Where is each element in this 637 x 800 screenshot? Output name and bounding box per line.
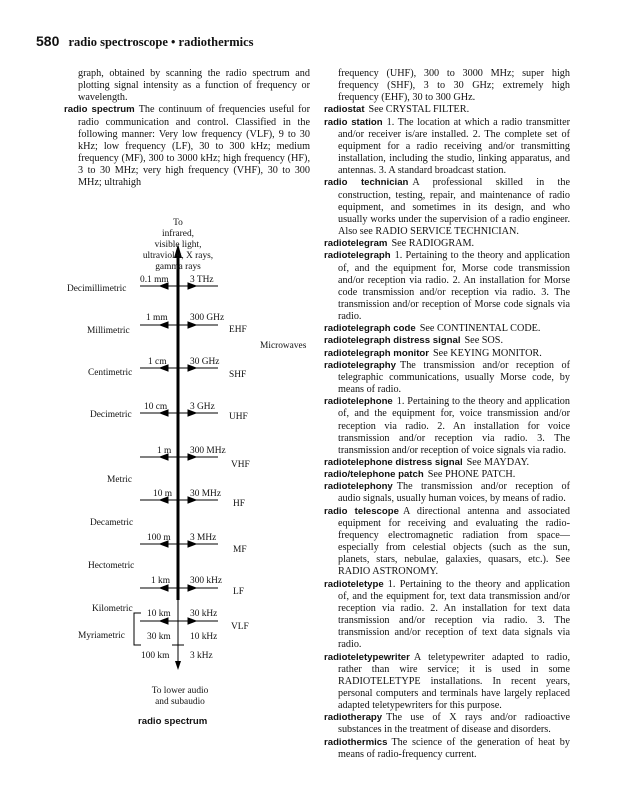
entry-list — [324, 104, 570, 760]
frequency-tick: 3 GHz — [190, 402, 215, 412]
frequency-tick: 30 kHz — [190, 609, 218, 619]
dictionary-entry — [324, 469, 570, 481]
diagram-top-label: To infrared, visible light, ultraviolet, X rays, gamma rays — [142, 218, 214, 272]
continuation-text: frequency (UHF), 300 to 3000 MHz; super high frequency (SHF), 3 to 30 GHz; extremely high frequency (EHF), 30 to 300 GHz. — [338, 68, 570, 104]
wave-band-label: Decimillimetric — [67, 284, 127, 294]
entry-term: radio spectrum — [64, 104, 135, 116]
entry-definition: See PHONE PATCH. — [427, 469, 516, 481]
entry-term: radiotelephony — [324, 481, 393, 493]
entry-term: radiotelegraph monitor — [324, 347, 430, 359]
wave-band-label: Millimetric — [87, 326, 130, 336]
entry-definition: The transmission and/or reception of audio signals, usually human voices, by means of radio. — [338, 481, 570, 505]
wave-band-label: Myriametric — [78, 631, 125, 641]
entry-term: radiothermics — [324, 736, 388, 748]
figure-caption: radio spectrum — [138, 716, 208, 727]
frequency-tick: 300 kHz — [190, 576, 223, 586]
dictionary-entry — [324, 323, 570, 335]
entry-definition: The continuum of frequencies useful for radio communication and control. Classified in the following manner: Very low frequency (VLF), 9 to 30 kHz; low frequency (LF), 30 to 300 kHz; medium frequency (MF), 300 to 3000 kHz; high frequency (HF), 3 to 30 MHz; very high frequency (VHF), 30 to 300 MHz; ultrahigh — [78, 104, 311, 189]
wavelength-tick: 10 km — [147, 609, 171, 619]
entry-definition: The science of the generation of heat by means of radio-frequency current. — [338, 736, 570, 760]
freq-band-label: EHF — [229, 325, 247, 335]
entry-definition: 1. Pertaining to the theory and application of, and the equipment for, voice transmission and/or reception via radio. 2. An installation for voice transmission and/or reception via radio. 3. The transmission and/or reception of voice signals via radio. — [338, 396, 570, 456]
dictionary-entry — [324, 396, 570, 457]
entry-term: radio technician — [324, 177, 409, 189]
freq-band-label: MF — [233, 545, 247, 555]
wave-band-label: Kilometric — [92, 604, 133, 614]
dictionary-entry — [324, 506, 570, 579]
right-column — [324, 68, 570, 761]
entry-definition: The transmission and/or reception of telegraphic communications, usually Morse code, by means of radio. — [338, 359, 570, 396]
entry-definition: A professional skilled in the construction, testing, repair, and maintenance of radio equipment, and sometimes in its design, and who usually works under the supervision of a radio engineer. Also see RADIO SERVICE TECHNICIAN. — [338, 177, 571, 238]
dictionary-entry — [324, 457, 570, 469]
diagram-bottom-label: To lower audio and subaudio — [151, 686, 209, 707]
wavelength-tick: 1 cm — [148, 357, 167, 367]
dictionary-entry — [324, 360, 570, 396]
dictionary-entry — [324, 712, 570, 736]
wave-band-label: Metric — [107, 475, 132, 485]
frequency-tick: 3 kHz — [190, 651, 213, 661]
entry-definition: A teletypewriter adapted to radio, rather than wire service; it is used in some RADIOTELETYPE installations. In recent years, personal computers and terminals have largely replaced adapted teletypewriters for this purpose. — [338, 651, 570, 712]
entry-term: radiotelephone distress signal — [324, 457, 463, 468]
freq-band-label: SHF — [229, 370, 247, 380]
wavelength-tick: 10 m — [153, 489, 173, 499]
microwaves-label: Microwaves — [260, 341, 307, 351]
wavelength-tick: 1 m — [157, 446, 172, 456]
entry-term: radioteletype — [324, 578, 384, 590]
entry-term: radiotelegraph distress signal — [324, 335, 461, 347]
dictionary-entry — [324, 348, 570, 360]
dictionary-entry — [324, 117, 570, 178]
wave-band-label: Hectometric — [88, 561, 135, 571]
entry-definition: See RADIOGRAM. — [391, 238, 475, 250]
wavelength-tick: 100 km — [141, 651, 170, 661]
entry-term: radiotherapy — [324, 712, 383, 724]
entry-definition: 1. Pertaining to the theory and application of, and the equipment for, Morse code transmission and/or reception via radio. 2. An installation for Morse code transmission and/or reception via radio. 3. The transmission and/or reception of Morse code signals via radio. — [338, 250, 570, 323]
dictionary-entry — [324, 335, 570, 347]
wave-band-label: Decametric — [90, 518, 134, 528]
entry-term: radio station — [324, 116, 383, 128]
running-title: radio spectroscope • radiothermics — [68, 35, 254, 49]
freq-band-label: HF — [233, 499, 245, 509]
entry-definition: See CONTINENTAL CODE. — [419, 323, 541, 335]
wave-band-label: Centimetric — [88, 368, 133, 378]
entry-definition: The use of X rays and/or radioactive substances in the treatment of disease and disorders. — [338, 712, 570, 736]
dictionary-entry — [324, 579, 570, 652]
freq-band-label: VLF — [231, 622, 249, 632]
entry-term: radiostat — [324, 104, 365, 116]
entry-definition: 1. Pertaining to the theory and application of, and the equipment for, text data transmission and/or reception via radio. 2. An installation for text data transmission and/or reception via radio. 3. The transmission and/or reception of text data signals via radio. — [338, 578, 570, 651]
wavelength-tick: 1 mm — [146, 313, 168, 323]
frequency-tick: 30 MHz — [190, 489, 221, 499]
wavelength-tick: 100 m — [147, 533, 171, 543]
wave-band-label: Decimetric — [90, 410, 132, 420]
page-number: 580 — [36, 33, 60, 49]
freq-band-label: UHF — [229, 412, 248, 422]
wavelength-tick: 0.1 mm — [140, 275, 169, 285]
entry-definition: See KEYING MONITOR. — [433, 347, 542, 359]
continuation-text: graph, obtained by scanning the radio spectrum and plotting signal intensity as a function of frequency or wavelength. — [78, 68, 310, 104]
frequency-tick: 3 THz — [190, 275, 214, 285]
entry-term: radio/telephone patch — [324, 469, 424, 481]
frequency-tick: 30 GHz — [190, 357, 220, 367]
entry-term: radiotelegraph — [324, 250, 391, 262]
frequency-tick: 300 GHz — [190, 313, 225, 323]
dictionary-entry — [324, 652, 570, 713]
entry-definition: See CRYSTAL FILTER. — [368, 104, 470, 116]
entry-definition: See SOS. — [464, 335, 503, 347]
frequency-tick: 3 MHz — [190, 533, 217, 543]
dictionary-entry — [324, 104, 570, 116]
frequency-tick: 300 MHz — [190, 446, 226, 456]
dictionary-entry — [324, 177, 570, 238]
wavelength-tick: 10 cm — [144, 402, 168, 412]
entry-definition: A directional antenna and associated equipment for receiving and evaluating the radio-frequency electromagnetic radiation from space—especially from celestial objects (such as the sun, planets, stars, nebulae, galaxies, quasars, etc.). See RADIO ASTRONOMY. — [338, 505, 570, 578]
dictionary-entry — [324, 238, 570, 250]
wavelength-tick: 30 km — [147, 632, 171, 642]
entry-term: radio telescope — [324, 505, 399, 517]
entry-term: radiotelegraphy — [324, 359, 396, 371]
dictionary-entry — [324, 481, 570, 505]
entry-term: radioteletypewriter — [324, 651, 410, 663]
frequency-tick: 10 kHz — [190, 632, 218, 642]
entry-term: radiotelegraph code — [324, 323, 416, 335]
freq-band-label: VHF — [231, 460, 250, 470]
dictionary-entry — [324, 737, 570, 761]
entry-term: radiotelephone — [324, 396, 393, 408]
freq-band-label: LF — [233, 587, 244, 597]
wavelength-tick: 1 km — [151, 576, 171, 586]
entry-definition: 1. The location at which a radio transmitter and/or receiver is/are installed. 2. The complete set of equipment for a radio receiving and/or transmitting installation, including the studio, linking apparatus, and antennas. 3. A standard broadcast station. — [338, 116, 570, 177]
dictionary-entry — [324, 250, 570, 323]
entry-term: radiotelegram — [324, 238, 388, 250]
entry-definition: See MAYDAY. — [466, 457, 530, 468]
